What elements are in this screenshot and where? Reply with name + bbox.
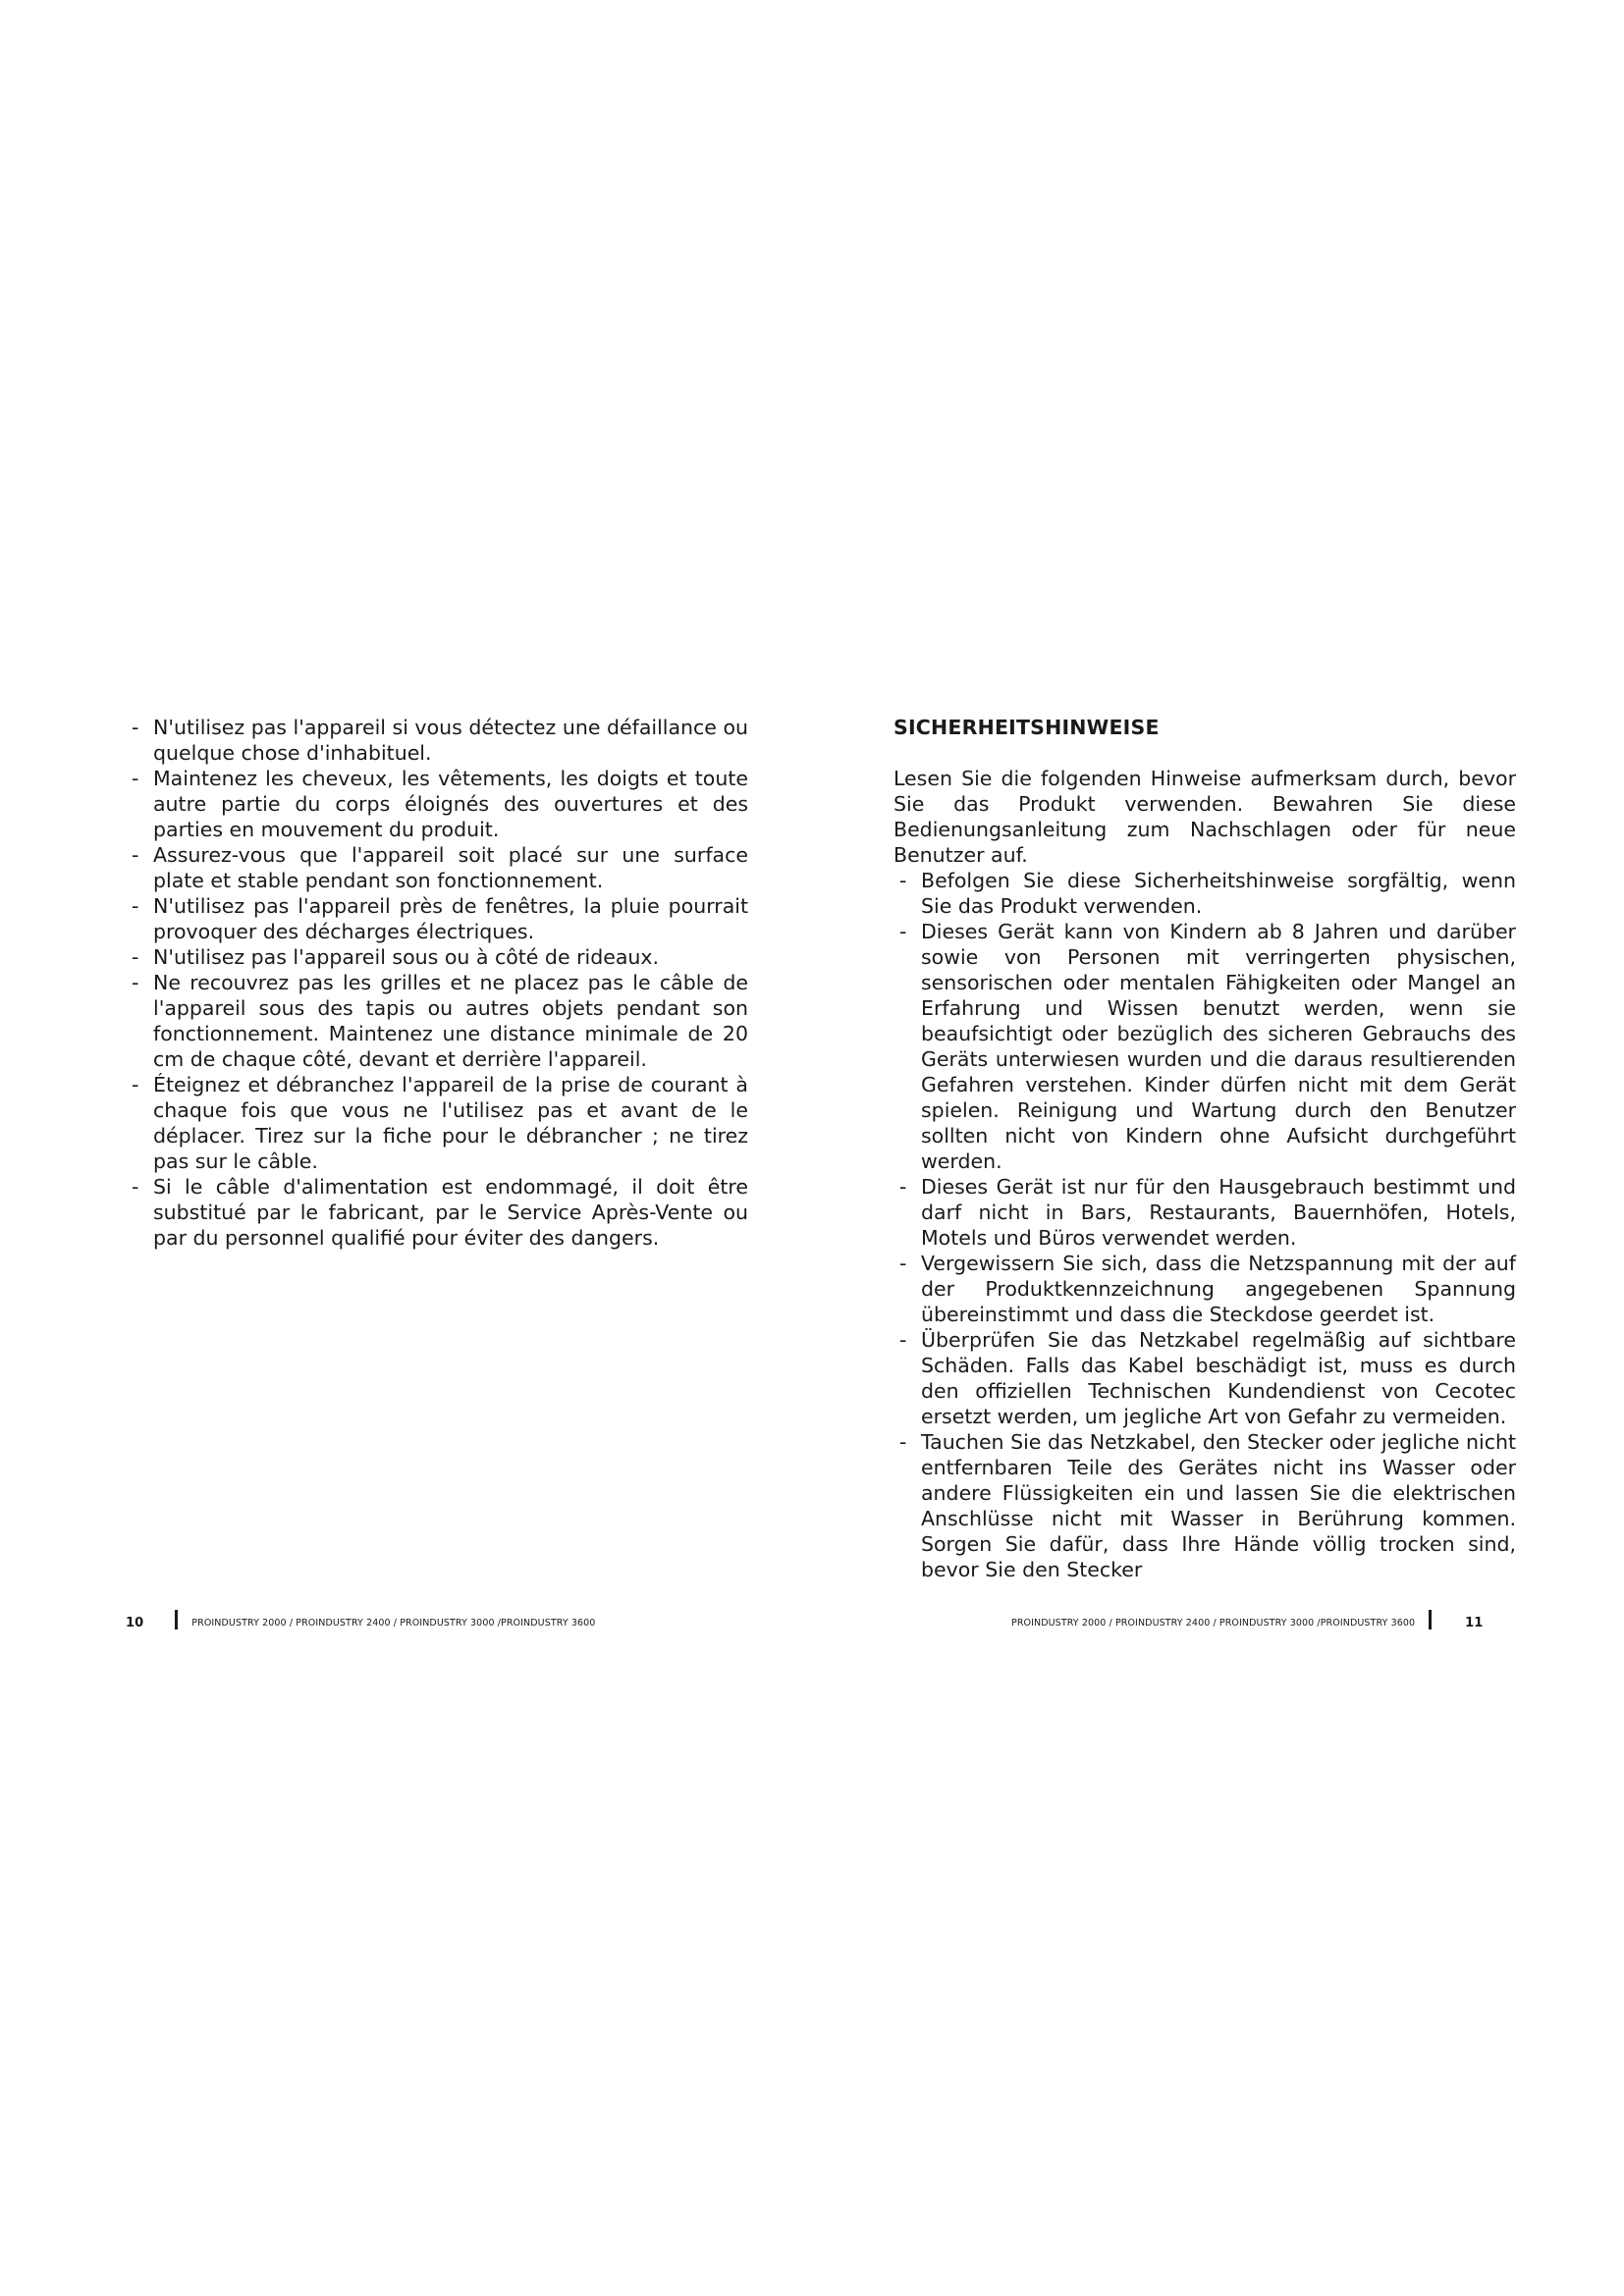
list-item: - Dieses Gerät ist nur für den Hausgebrauch bestimmt und darf nicht in Bars, Restaurants, Bauernhöfen, Hotels, Motels und Büros verwendet werden. [893,1174,1516,1251]
list-item: - Maintenez les cheveux, les vêtements, les doigts et toute autre partie du corps éloignés des ouvertures et des parties en mouvement du produit. [126,766,748,842]
right-page-footer [1011,1608,1483,1637]
list-item: - Überprüfen Sie das Netzkabel regelmäßig auf sichtbare Schäden. Falls das Kabel beschädigt ist, muss es durch den offiziellen Technischen Kundendienst von Cecotec ersetzt werden, um jegliche Art von Gefahr zu vermeiden. [893,1327,1516,1429]
page-number: 11 [1465,1615,1484,1630]
footer-divider [175,1610,178,1629]
list-item: - Vergewissern Sie sich, dass die Netzspannung mit der auf der Produktkennzeichnung angegebenen Spannung übereinstimmt und dass die Steckdose geerdet ist. [893,1251,1516,1327]
left-page-column [126,715,748,1251]
list-item: - Ne recouvrez pas les grilles et ne placez pas le câble de l'appareil sous des tapis ou autres objets pendant son fonctionnement. Maintenez une distance minimale de 20 cm de chaque côté, devant et derrière l'appareil. [126,970,748,1072]
list-item: - Tauchen Sie das Netzkabel, den Stecker oder jegliche nicht entfernbaren Teile des Gerätes nicht ins Wasser oder andere Flüssigkeiten ein und lassen Sie die elektrischen Anschlüsse nicht mit Wasser in Berührung kommen. Sorgen Sie dafür, dass Ihre Hände völlig trocken sind, bevor Sie den Stecker [893,1429,1516,1582]
list-item: - Assurez-vous que l'appareil soit placé sur une surface plate et stable pendant son fonctionnement. [126,842,748,893]
section-heading: SICHERHEITSHINWEISE [893,716,1160,739]
list-item: - N'utilisez pas l'appareil près de fenêtres, la pluie pourrait provoquer des décharges électriques. [126,893,748,944]
page-number: 10 [126,1615,144,1630]
list-item: - Dieses Gerät kann von Kindern ab 8 Jahren und darüber sowie von Personen mit verringerten physischen, sensorischen oder mentalen Fähigkeiten oder Mangel an Erfahrung und Wissen benutzt werden, wenn sie beaufsichtigt oder bezüglich des sicheren Gebrauchs des Geräts unterwiesen wurden und die daraus resultierenden Gefahren verstehen. Kinder dürfen nicht mit dem Gerät spielen. Reinigung und Wartung durch den Benutzer sollten nicht von Kindern ohne Aufsicht durchgeführt werden. [893,919,1516,1174]
list-item: - Si le câble d'alimentation est endommagé, il doit être substitué par le fabricant, par le Service Après-Vente ou par du personnel qualifié pour éviter des dangers. [126,1174,748,1251]
list-item: - N'utilisez pas l'appareil si vous détectez une défaillance ou quelque chose d'inhabituel. [126,715,748,766]
list-item: - N'utilisez pas l'appareil sous ou à côté de rideaux. [126,944,748,970]
german-safety-list [893,868,1516,1582]
footer-model-text: PROINDUSTRY 2000 / PROINDUSTRY 2400 / PROINDUSTRY 3000 /PROINDUSTRY 3600 [1011,1617,1416,1629]
right-page-column [893,715,1516,1582]
footer-divider [1429,1610,1432,1629]
intro-paragraph: Lesen Sie die folgenden Hinweise aufmerksam durch, bevor Sie das Produkt verwenden. Bewahren Sie diese Bedienungsanleitung zum Nachschlagen oder für neue Benutzer auf. [893,767,1516,867]
left-page-footer [126,1608,595,1637]
footer-model-text: PROINDUSTRY 2000 / PROINDUSTRY 2400 / PROINDUSTRY 3000 /PROINDUSTRY 3600 [191,1617,596,1629]
list-item: - Befolgen Sie diese Sicherheitshinweise sorgfältig, wenn Sie das Produkt verwenden. [893,868,1516,919]
list-item: - Éteignez et débranchez l'appareil de la prise de courant à chaque fois que vous ne l'utilisez pas et avant de le déplacer. Tirez sur la fiche pour le débrancher ; ne tirez pas sur le câble. [126,1072,748,1174]
french-safety-list [126,715,748,1251]
